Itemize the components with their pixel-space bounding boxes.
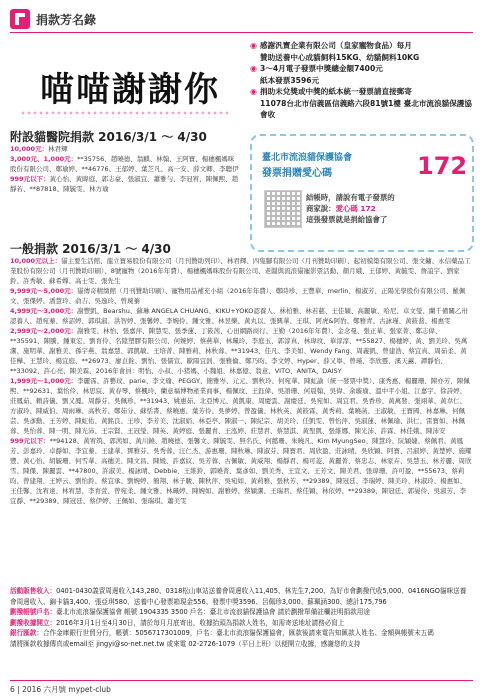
note-line: 劃撥帳號戶名：臺北市流浪貓保護協會 帳號 1904335 3500 戶名：臺北市流浪貓保護協會 請於劃撥單備註欄註明捐款用途 (10, 608, 370, 616)
card-message: 結帳時，請說有電子發票的 商家說：愛心碼 172 這張發票就是捐給協會了 (306, 193, 395, 224)
donation-row: 999元以下：**94128、黃宥筑、郭茜如、黃川鐃、趙曉德、張馨文、陳毓雯、無名氏、何懿珊、朱曉凡、Kim MyungSeo、陳慧玲、阮穎婕、蔡佩君、黃鳳芳、彭嘉玲、卓靜如、李宜蓁、王建華、鄧雅芬、吳秀蓉、汪仁杰、游惠珊、陳秋琳、陳淑芬、陳寶君、周欣盈、莊詠晴、吳欣穎、阿寶、呂淑婷、黃楚婷、施耀豐、黃心怡、胡毓珊、何雪華、高穗美、陳文昌、陳媛、許嘉紋、吳芳蓉、古佩敏、黃威翔、楊靜君、楊可菱、黃麗菁、蔡忠志、林家卉、吳慧玉、林芳麗、周欣雪、陳傑、陳麗雲、**47800、許淑美、楊詠晴、Debbie、王維鈴、郭曉菁、葉彥如、劉美秀、王宣文、王芳文、陳美君、張瑋珊、許可盈、**55673、蔡莉昀、曾建翔、王婷云、劉怡鈴、蔡宜承、劉婉婷、簡翔、林子駿、陳秋萍、吳宛如、黃莉雅、張秋芳、**29389、陳冠廷、李瑞婷、陳美玲、林淑玲、楊惠如、王佳馨、沈宥達、林宥慧、李育萱、曾宛柔、鍾文雅、林珮婷、陳婉如、謝雅婷、蔡穎潔、王瑞君、蔡佳穎、林依婷、**29389、陳冠廷、郭晏伶、吳淑芳、李宜靜、**29389、陳冠廷、蔡伊婷、王佩如、張瑞琪、蕭美雯 (10, 437, 472, 505)
notice-item: ◉ 感謝汎寶企業有限公司（皇家寵物食品）每月 (250, 41, 412, 50)
cat-illustration-icon (264, 190, 302, 228)
donation-row: 9,999元～5,000元：貓傳奇精緻館（月刊贊助印刷）、寵物用品補充小組（2016年年費）、鄭時珍、王豐華、merlin、楊淑芳、正陽光學股份有限公司、羅佩文、張傑婷、潘慧玲、俞吉、吳逸玲、曾琬蓁 (10, 287, 466, 305)
notice-continuation: 贊助送養中心成貓飼料15KG、幼貓飼料10KG (260, 53, 420, 62)
notice-item: ◉ 3～4月電子發票中獎總金額7400元 (250, 64, 383, 73)
donation-row: 1,999元～1,000元：李麗霈、許藝玟、parie、李文瑜、PEGGY、簡雅岑、元元、劉秋玲、何宛華、陳虹諭（統一發票中獎）、康秀惠、楊麗珊、陳亦芳、陳佩熙、**92631、葉怡伶、林思宸、黃春琴、蔡楓玲、蘭意福博物產業商事、楊佩玟、王鈺偉、吳語珊、何晨翰、吳偉、余璇瑜、溫中平小姐、江嘉宇、徐詩婷、莊鳳茹、賴詩儀、劉又鳳、周靜芬、吳佩珍、**31943、姚惠茹、北亞博元、黃凱康、周慶雲、謝慶廷、吳宛如、周宜君、吳香珍、黃萬發、張翊華、黃韋仁、方淑玲、陳威伯、周雨琳、高秋芳、鄭茹分、蘇恬書、蔡曉惠、葉芳伶、吳夢婷、曾盈儀、林秋英、黃筱霖、黃秀莉、葉曉菡、王淑敏、王寶國、林嘉琳、何佩芸、吳彥勳、王芳婷、陳虹佑、黃銘良、王珍、李芳美、沈淑娟、林亞亭、陳淑一、陳紀宗、胡美玲、任凱雯、曾怡萍、吳淑蓮、林佩瑜、洪仁、雷寶如、林佩蓉、吳怡蓉、陳一明、陳光沛、王宗賢、王冠瑩、陳英、黃婷庭、張麗青、王泓婷、莊慧君、蔡慧淇、黃聖凱、張維娜、陳光沛、許霖、林佳娥、陳沛安 (10, 377, 470, 435)
card-heading: 發票捐贈愛心碼 (262, 168, 332, 179)
notice-continuation: 11078台北市信義區信義路六段81號1樓 臺北市流浪貓保護協會收 (260, 99, 472, 119)
note-line: 銀行匯款：合作金庫銀行世貿分行，帳號：5056717301009，戶名：臺北市流浪貓保護協會，匯款後請來電告知匯款人姓名、金額與帳號末五碼 (10, 629, 434, 637)
header-divider (10, 32, 473, 33)
donation-code: 172 (417, 152, 468, 180)
invoice-donation-card (250, 134, 474, 252)
bullet-icon: ◉ (250, 41, 257, 50)
donation-row: 2,999元～2,000元：謝雅雯、林怡、張嘉萍、陳慧雯、張季蓮、丁筱茜、心田網路商行、王勤（2016年年費）、金念曼、張正華、張家菁、鄭志偉、**35591、陳騰、鍾東宏、劉育伶、名陞塑膠有限公司、何婉婷、蔡燕華、林珮玲、李庭玉、郭淳真、林瑋玫、華淳淳、**55827、楊穗婷、黃、劉美玲、吳萬潔、施明華、謝雅美、孫宇燕、翁嘉慧、郭凱敏、王培菁、陳雅莉、林秋蓉、**31943、佳凡、李美如、Wendy Fang、周義凱、曾建浩、蔡宜真、周茹柔、黃佳樺、王慧玲、楊宜庭、**26973、廖貞銓、劉怡、張儒宣、歐陽宜釗、張雅倫、鄭乃昀、李文婷、Hyper、薛又寧、曾瑾、李欣靈、溪天蕙、譚靜怡、**33092、許心亮、陳美霖、2016年會員：明怡、小叔、小猪媽、小魏姐、林嘉億、翁意、VITO、ANITA、DAISY (10, 327, 468, 375)
note-line: 劃撥收據開立：2016年3月1日至4月30日，請於每月月底寄出，收據抬頭為捐款人姓名，如需寄送地址請務必寫上 (10, 618, 345, 627)
magazine-logo-icon (10, 9, 30, 29)
footer-divider (10, 680, 473, 681)
bullet-icon: ◉ (250, 87, 257, 96)
notice-list (250, 40, 475, 120)
payment-notes (10, 586, 472, 649)
note-line: 請將匯款收據傳真或email至 jingyi@so-net.net.tw 或來電 02-2726-1079（平日上班）以便開立收據，感謝您的支持 (10, 639, 361, 648)
donation-row: 4,999元～3,000元：謝豐凱、Bearshu、蘇琳 ANGELA CHUANG、KIKU+YOKO認養人、林柏雅、林若慈、王佳穎、高麗敏、哈尼、卓文瑩、蘭千備關乙卅認養人、趙宛蓁、蔡詔婷、郭琪淑、洪智婷、張馨婷、李婉伶、鍾文雅、林昱樂、黃丸以、張興華、王琪、阿虎&阿豹、鄭雅青、古詠瑾、黃筱蕎、楊惠雯 (10, 307, 468, 325)
donation-row: 10,000元：林君輝 (10, 145, 68, 153)
notice-continuation: 紙本發票3596元 (260, 76, 320, 85)
monthly-section-title: 附設貓醫院捐款 2016/3/1 ～ 4/30 (10, 130, 207, 144)
decorative-dots (20, 110, 230, 118)
notice-item: ◉ 捐助未兌獎或中獎的紙本統一發票請直接郵寄 (250, 87, 412, 96)
bullet-icon: ◉ (250, 64, 257, 73)
monthly-donation-list (10, 144, 240, 194)
general-section-title: 一般捐款 2016/3/1 ～ 4/30 (10, 242, 171, 256)
general-donation-list (10, 256, 472, 506)
donation-row: 3,000元、1,000元：**35756、趙曉德、翁麒、林翰、王阿寶、楊穗楓媽咪股份有限公司、鄭瑜婷、**46776、王郁婷、葉芝凡、高一安、薛文卿、李聰伊 (10, 155, 239, 173)
donation-row: 10,000元以上：貓主要生活館、龍立寶易股份有限公司（月刊贊助列印）、林君輝、四隻腳有限公司（月刊贊助印刷）、起初模築有限公司、張文鏞、永信藥品工業股份有限公司（月刊贊助印刷）、8號寵物（2016年年費）、楊穗楓媽咪股份有限公司、老闆與流浪貓寵影票活動、顏月娥、王郁婷、黃毓雯、詹誼宇、劉家鈴、許秀敏、蘇希嬋、高士雯、張先生 (10, 257, 471, 285)
page-footer: 6 | 2016 六月號 mypet-club (10, 685, 111, 694)
donation-row: 999元以下：黃心怡、黃暐庭、郭志豪、張淑宜、蕭雅勻、李冠宥、陳佩熙、趙靜若、**87818、陳毓雯、林方瑜 (10, 175, 239, 193)
card-org-name: 臺北市流浪貓保護協會 (262, 153, 353, 163)
section-title: 捐款芳名錄 (36, 12, 97, 27)
note-line: 活動販售收入：0401-0430義賣周邊收入143,280、0318松山車站送養會周邊收入11,405、林先生7,200、為好市會劃撥代收5,000、0416NGO貓咪送養會周邊收入、錦卡貓3,400、張亞琪580、送養中心發票箱現金556、發票中獎3596、呂佩珍3,000、蘇珮涵300、總計175,796 (10, 587, 467, 606)
page-title: 喵喵謝謝你 (40, 70, 220, 110)
page-header (10, 8, 96, 30)
